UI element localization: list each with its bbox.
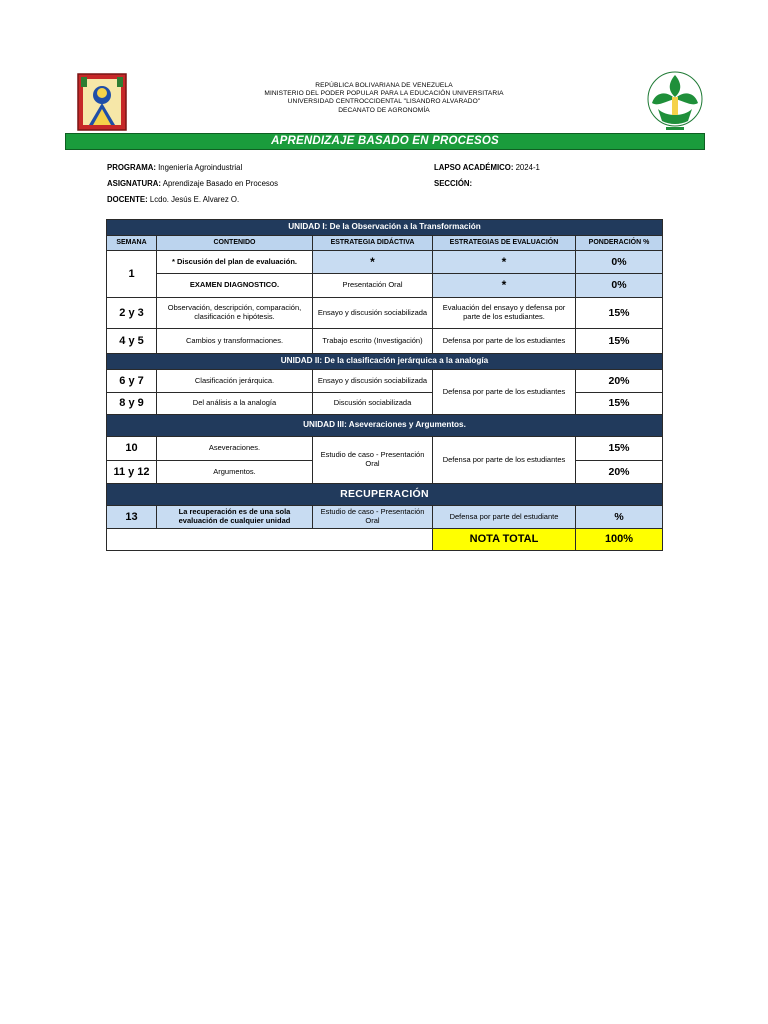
table-row: [107, 506, 663, 529]
weight-cell: 15%: [576, 329, 663, 354]
week-cell: 11 y 12: [107, 461, 157, 484]
institution-line: MINISTERIO DEL PODER POPULAR PARA LA EDUCACIÓN UNIVERSITARIA: [264, 90, 504, 98]
col-header-semana: SEMANA: [107, 236, 157, 251]
eval-cell: Defensa por parte de los estudiantes: [433, 329, 576, 354]
column-header-row: [107, 236, 663, 251]
table-row: [107, 251, 663, 274]
col-header-contenido: CONTENIDO: [157, 236, 313, 251]
lapso-label: LAPSO ACADÉMICO:: [434, 163, 514, 172]
content-cell: Del análisis a la analogía: [157, 393, 313, 415]
col-header-estrategia: ESTRATEGIA DIDÁCTIVA: [313, 236, 433, 251]
table-row: [107, 437, 663, 461]
institution-line: REPÚBLICA BOLIVARIANA DE VENEZUELA: [315, 82, 453, 89]
unit-header-row: [107, 220, 663, 236]
asignatura-label: ASIGNATURA:: [107, 179, 161, 188]
programa-line: [107, 163, 242, 173]
eval-cell: *: [433, 251, 576, 274]
docente-label: DOCENTE:: [107, 195, 148, 204]
eval-cell: Evaluación del ensayo y defensa por parte de los estudiantes.: [433, 298, 576, 329]
weight-cell: 15%: [576, 298, 663, 329]
table-row: [107, 329, 663, 354]
content-cell: * Discusión del plan de evaluación.: [157, 251, 313, 274]
table-row: [107, 370, 663, 393]
week-cell: 13: [107, 506, 157, 529]
col-header-ponderacion: PONDERACIÓN %: [576, 236, 663, 251]
lapso-value: 2024-1: [515, 163, 540, 172]
docente-line: [107, 195, 239, 205]
content-cell: Observación, descripción, comparación, clasificación e hipótesis.: [157, 298, 313, 329]
agronomy-emblem-logo: [644, 69, 706, 133]
strategy-cell: Trabajo escrito (Investigación): [313, 329, 433, 354]
strategy-cell: Presentación Oral: [313, 274, 433, 298]
unit-header-row: [107, 415, 663, 437]
total-row: [107, 529, 663, 551]
eval-cell: Defensa por parte de los estudiantes: [433, 370, 576, 415]
institution-line: DECANATO DE AGRONOMÍA: [338, 106, 430, 114]
content-cell: La recuperación es de una sola evaluación de cualquier unidad: [157, 506, 313, 529]
total-label: NOTA TOTAL: [433, 529, 576, 551]
week-cell: 6 y 7: [107, 370, 157, 393]
strategy-cell: *: [313, 251, 433, 274]
strategy-cell: Discusión sociabilizada: [313, 393, 433, 415]
table-row: [107, 393, 663, 415]
programa-label: PROGRAMA:: [107, 163, 156, 172]
strategy-cell: Ensayo y discusión sociabilizada: [313, 298, 433, 329]
weight-cell: 20%: [576, 461, 663, 484]
unit-3-title: UNIDAD III: Aseveraciones y Argumentos.: [107, 415, 663, 437]
content-cell: Cambios y transformaciones.: [157, 329, 313, 354]
recovery-title: RECUPERACIÓN: [107, 484, 663, 506]
institution-line: UNIVERSIDAD CENTROCCIDENTAL "LISANDRO ALVARADO": [287, 98, 481, 106]
week-cell: 2 y 3: [107, 298, 157, 329]
seccion-line: [434, 179, 472, 189]
total-empty-cell: [107, 529, 433, 551]
strategy-cell: Ensayo y discusión sociabilizada: [313, 370, 433, 393]
university-seal-logo: [77, 73, 127, 131]
recovery-header-row: [107, 484, 663, 506]
eval-cell: Defensa por parte de los estudiantes: [433, 437, 576, 484]
table-row: [107, 274, 663, 298]
col-header-evaluacion: ESTRATEGIAS DE EVALUACIÓN: [433, 236, 576, 251]
week-cell: 4 y 5: [107, 329, 157, 354]
lapso-line: [434, 163, 540, 173]
weight-cell: 0%: [576, 274, 663, 298]
asignatura-value: Aprendizaje Basado en Procesos: [162, 179, 279, 188]
weight-cell: 15%: [576, 393, 663, 415]
weight-cell: 20%: [576, 370, 663, 393]
eval-cell: *: [433, 274, 576, 298]
eval-cell: Defensa por parte del estudiante: [433, 506, 576, 529]
total-value: 100%: [576, 529, 663, 551]
week-cell: 10: [107, 437, 157, 461]
content-cell: EXAMEN DIAGNOSTICO.: [157, 274, 313, 298]
strategy-cell: Estudio de caso - Presentación Oral: [313, 437, 433, 484]
seccion-label: SECCIÓN:: [434, 179, 473, 188]
week-cell: 1: [107, 251, 157, 298]
evaluation-plan-table: [106, 219, 663, 551]
unit-header-row: [107, 354, 663, 370]
content-cell: Aseveraciones.: [157, 437, 313, 461]
week-cell: 8 y 9: [107, 393, 157, 415]
content-cell: Clasificación jerárquica.: [157, 370, 313, 393]
asignatura-line: [107, 179, 278, 189]
content-cell: Argumentos.: [157, 461, 313, 484]
unit-2-title: UNIDAD II: De la clasificación jerárquica a la analogía: [107, 354, 663, 370]
docente-value: Lcdo. Jesús E. Alvarez O.: [149, 195, 240, 204]
weight-cell: %: [576, 506, 663, 529]
programa-value: Ingeniería Agroindustrial: [158, 163, 243, 172]
document-title: APRENDIZAJE BASADO EN PROCESOS: [65, 133, 705, 150]
strategy-cell: Estudio de caso - Presentación Oral: [313, 506, 433, 529]
institution-header: [180, 82, 588, 115]
table-row: [107, 298, 663, 329]
weight-cell: 0%: [576, 251, 663, 274]
unit-1-title: UNIDAD I: De la Observación a la Transformación: [107, 220, 663, 236]
weight-cell: 15%: [576, 437, 663, 461]
